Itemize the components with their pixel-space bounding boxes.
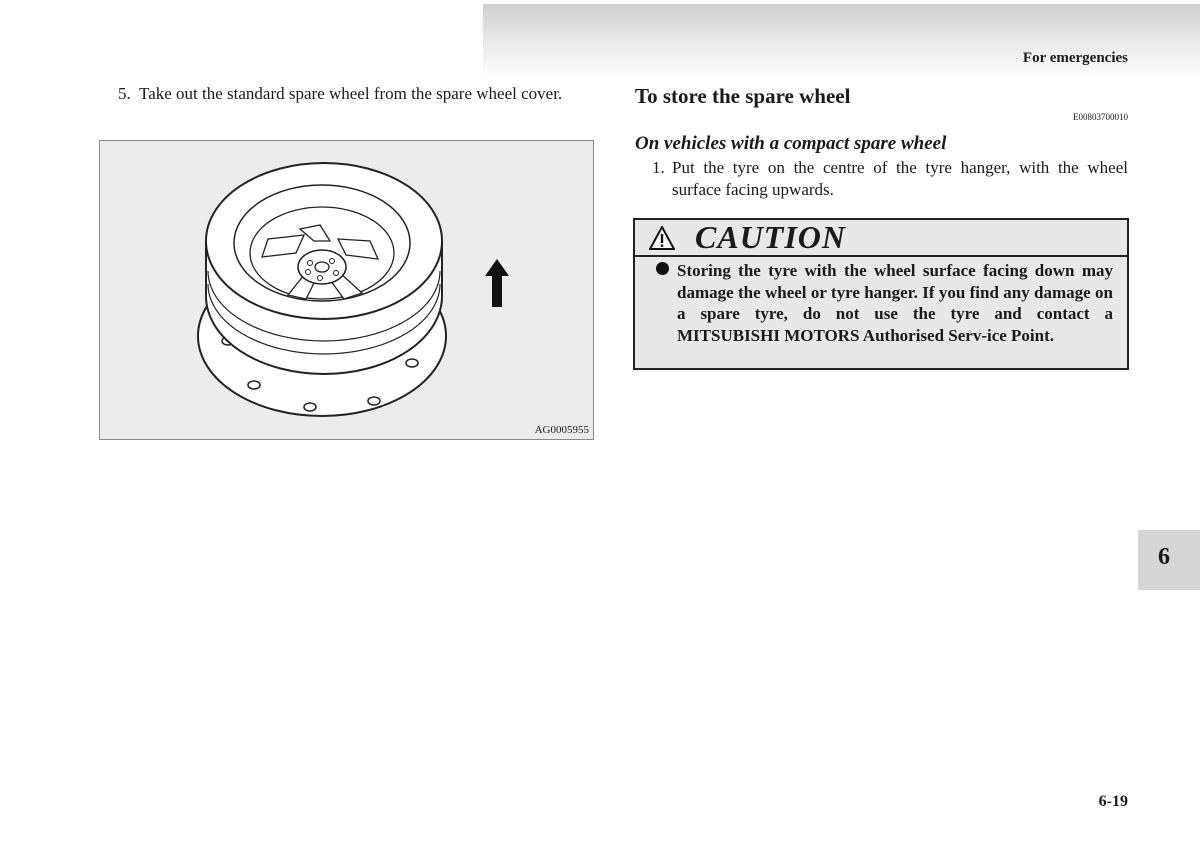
chapter-tab [1138, 530, 1200, 590]
step-text: Take out the standard spare wheel from the spare wheel cover. [139, 84, 563, 103]
bullet-icon [656, 262, 669, 275]
step-number: 1. [652, 158, 665, 177]
spare-wheel-figure [99, 140, 594, 440]
figure-code: AG0005955 [534, 424, 589, 436]
caution-body [635, 257, 1127, 346]
warning-triangle-icon [649, 226, 675, 250]
page-number: 6-19 [1098, 793, 1128, 810]
step-text: Put the tyre on the centre of the tyre hanger, with the wheel surface facing upwards. [672, 158, 1128, 199]
caution-title: CAUTION [695, 219, 847, 255]
step-number: 5. [118, 84, 131, 103]
caution-box [633, 218, 1129, 370]
caution-header [635, 220, 1127, 257]
section-code: E00803700010 [1073, 112, 1128, 122]
caution-text: Storing the tyre with the wheel surface facing down may damage the wheel or tyre hanger. If you find any damage on a spare tyre, do not use the tyre and contact a MITSUBISHI MOTORS Authorised Serv-ice Point. [677, 261, 1113, 345]
chapter-number: 6 [1158, 544, 1170, 570]
step-5 [118, 83, 594, 105]
section-title: For emergencies [1022, 50, 1128, 66]
spare-wheel-lift-illustration [100, 141, 595, 441]
subheading: On vehicles with a compact spare wheel [635, 133, 947, 154]
step-1 [652, 157, 1128, 201]
section-heading: To store the spare wheel [635, 84, 851, 108]
